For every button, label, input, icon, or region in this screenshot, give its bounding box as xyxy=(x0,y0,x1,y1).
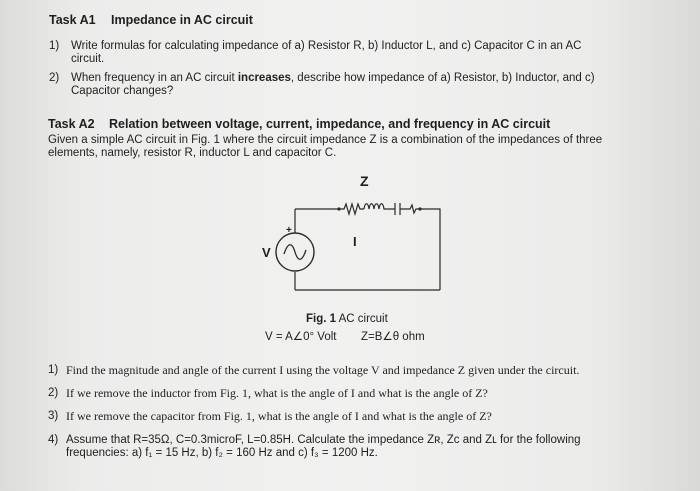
sine-wave-icon xyxy=(284,245,306,260)
question-2-text: If we remove the inductor from Fig. 1, what is the angle of I and what is the angle of Z? xyxy=(66,386,488,400)
increases-emphasis: increases xyxy=(237,72,291,84)
question-1-number: 1) xyxy=(48,364,59,376)
resistor-symbol xyxy=(339,204,364,214)
task-a1-title: Impedance in AC circuit xyxy=(111,13,253,27)
question-3-text: If we remove the capacitor from Fig. 1, what is the angle of I and what is the angle of Z? xyxy=(66,409,492,423)
question-4-line1: Assume that R=35Ω, C=0.3microF, L=0.85H. Calculate the impedance Zʀ, Zᴄ and Zʟ for the following xyxy=(66,434,581,446)
current-i-label: I xyxy=(353,234,357,249)
voltage-expression: V = A∠0° Volt xyxy=(265,331,337,343)
impedance-expression: Z=B∠θ ohm xyxy=(361,331,425,343)
task-a2-label: Task A2 xyxy=(48,117,95,131)
task-a2-intro-line1: Given a simple AC circuit in Fig. 1 where the circuit impedance Z is a combination of the impedances of three xyxy=(48,134,603,146)
task-a2-intro-line2: elements, namely, resistor R, inductor L and capacitor C. xyxy=(48,147,337,159)
task-a1-q1-number: 1) xyxy=(49,40,60,52)
impedance-z-label: Z xyxy=(360,173,369,189)
question-4-line2: frequencies: a) f₁ = 15 Hz, b) f₂ = 160 Hz and c) f₃ = 1200 Hz. xyxy=(66,447,378,459)
task-a1-q2-number: 2) xyxy=(49,72,60,84)
task-a1-q2-line2: Capacitor changes? xyxy=(71,85,174,97)
task-a1-q1-line2: circuit. xyxy=(71,53,105,65)
voltage-v-label: V xyxy=(262,245,271,260)
inductor-symbol xyxy=(364,204,390,209)
question-1-text: Find the magnitude and angle of the current I using the voltage V and impedance Z given under the circuit. xyxy=(66,363,580,377)
task-a1-q2-line1: When frequency in an AC circuit increases, describe how impedance of a) Resistor, b) Inductor, and c) xyxy=(71,72,595,84)
capacitor-symbol xyxy=(390,203,404,215)
node-dot-left xyxy=(337,207,340,210)
series-lead xyxy=(404,205,420,213)
question-3-number: 3) xyxy=(48,410,59,422)
top-right-wire xyxy=(420,209,440,290)
figure-caption: Fig. 1 AC circuit xyxy=(306,313,388,325)
task-a1-q1-line1: Write formulas for calculating impedance of a) Resistor R, b) Inductor L, and c) Capacitor C in an AC xyxy=(71,40,582,52)
node-dot-right xyxy=(418,207,421,210)
question-2-number: 2) xyxy=(48,387,59,399)
task-a1-label: Task A1 xyxy=(49,13,96,27)
task-a2-title: Relation between voltage, current, impedance, and frequency in AC circuit xyxy=(109,117,551,131)
polarity-plus-label: + xyxy=(286,225,292,236)
question-4-number: 4) xyxy=(48,434,59,446)
